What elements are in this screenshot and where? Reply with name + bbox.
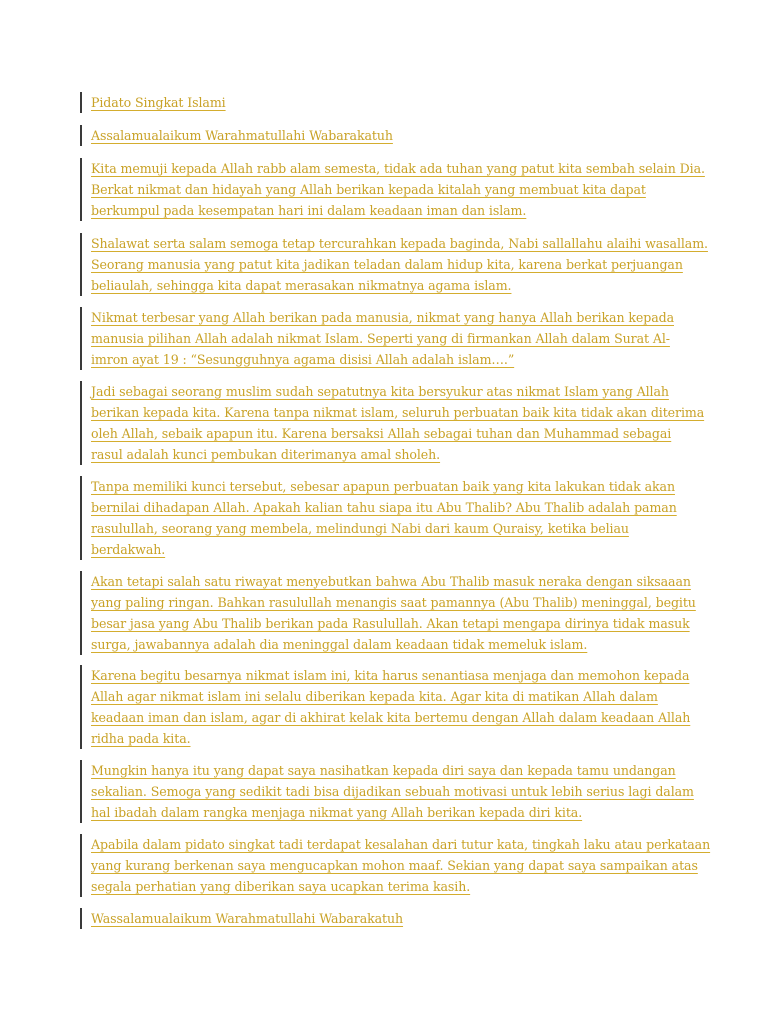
text-line[interactable]: Berkat nikmat dan hidayah yang Allah berikan kepada kitalah yang membuat kita dapat	[91, 182, 646, 197]
text-line[interactable]: Nikmat terbesar yang Allah berikan pada manusia, nikmat yang hanya Allah berikan kepada	[91, 310, 674, 325]
text-line[interactable]: sekalian. Semoga yang sedikit tadi bisa dijadikan sebuah motivasi untuk lebih serius lagi dalam	[91, 784, 694, 799]
text-line[interactable]: yang kurang berkenan saya mengucapkan mohon maaf. Sekian yang dapat saya sampaikan atas	[91, 858, 698, 873]
paragraph-6	[80, 571, 696, 655]
text-line[interactable]: rasulullah, seorang yang membela, melindungi Nabi dari kaum Quraisy, ketika beliau	[91, 521, 629, 536]
text-line[interactable]: ridha pada kita.	[91, 731, 191, 746]
text-line[interactable]: surga, jawabannya adalah dia meninggal dalam keadaan tidak memeluk islam.	[91, 637, 588, 652]
title-paragraph	[80, 92, 680, 113]
text-line[interactable]: berdakwah.	[91, 542, 166, 557]
text-line[interactable]: Akan tetapi salah satu riwayat menyebutkan bahwa Abu Thalib masuk neraka dengan siksaaan	[91, 574, 691, 589]
text-line[interactable]: Mungkin hanya itu yang dapat saya nasihatkan kepada diri saya dan kepada tamu undangan	[91, 763, 676, 778]
paragraph-9	[80, 834, 711, 897]
text-line[interactable]: berkumpul pada kesempatan hari ini dalam keadaan iman dan islam.	[91, 203, 527, 218]
text-line[interactable]: Tanpa memiliki kunci tersebut, sebesar apapun perbuatan baik yang kita lakukan tidak akan	[91, 479, 675, 494]
text-line[interactable]: oleh Allah, sebaik apapun itu. Karena bersaksi Allah sebagai tuhan dan Muhammad sebagai	[91, 426, 672, 441]
text-line[interactable]: rasul adalah kunci pembukan diterimanya amal sholeh.	[91, 447, 441, 462]
document-title[interactable]: Pidato Singkat Islami	[91, 95, 226, 110]
paragraph-1	[80, 158, 705, 221]
text-line[interactable]: Shalawat serta salam semoga tetap tercurahkan kepada baginda, Nabi sallallahu alaihi wasallam.	[91, 236, 708, 251]
closing-greeting-paragraph	[80, 908, 680, 929]
text-line[interactable]: Allah agar nikmat islam ini selalu diberikan kepada kita. Agar kita di matikan Allah dalam	[91, 689, 658, 704]
opening-greeting[interactable]: Assalamualaikum Warahmatullahi Wabarakatuh	[91, 128, 393, 143]
text-line[interactable]: beliaulah, sehingga kita dapat merasakan nikmatnya agama islam.	[91, 278, 512, 293]
text-line[interactable]: Kita memuji kepada Allah rabb alam semesta, tidak ada tuhan yang patut kita sembah selain Dia.	[91, 161, 705, 176]
paragraph-8	[80, 760, 694, 823]
text-line[interactable]: Seorang manusia yang patut kita jadikan teladan dalam hidup kita, karena berkat perjuangan	[91, 257, 683, 272]
text-line[interactable]: Jadi sebagai seorang muslim sudah sepatutnya kita bersyukur atas nikmat Islam yang Allah	[91, 384, 669, 399]
paragraph-7	[80, 665, 691, 749]
text-line[interactable]: manusia pilihan Allah adalah nikmat Islam. Seperti yang di firmankan Allah dalam Surat Al-	[91, 331, 670, 346]
paragraph-2	[80, 233, 708, 296]
paragraph-5	[80, 476, 680, 560]
text-line[interactable]: bernilai dihadapan Allah. Apakah kalian tahu siapa itu Abu Thalib? Abu Thalib adalah paman	[91, 500, 677, 515]
text-line[interactable]: imron ayat 19 : “Sesungguhnya agama disisi Allah adalah islam….”	[91, 352, 515, 367]
text-line[interactable]: yang paling ringan. Bahkan rasulullah menangis saat pamannya (Abu Thalib) meninggal, begitu	[91, 595, 696, 610]
text-line[interactable]: berikan kepada kita. Karena tanpa nikmat islam, seluruh perbuatan baik kita tidak akan diterima	[91, 405, 705, 420]
text-line[interactable]: hal ibadah dalam rangka menjaga nikmat yang Allah berikan kepada diri kita.	[91, 805, 583, 820]
paragraph-4	[80, 381, 705, 465]
text-line[interactable]: Karena begitu besarnya nikmat islam ini, kita harus senantiasa menjaga dan memohon kepada	[91, 668, 690, 683]
closing-greeting[interactable]: Wassalamualaikum Warahmatullahi Wabarakatuh	[91, 911, 404, 926]
text-line[interactable]: segala perhatian yang diberikan saya ucapkan terima kasih.	[91, 879, 471, 894]
text-line[interactable]: Apabila dalam pidato singkat tadi terdapat kesalahan dari tutur kata, tingkah laku atau perkataan	[91, 837, 711, 852]
text-line[interactable]: keadaan iman dan islam, agar di akhirat kelak kita bertemu dengan Allah dalam keadaan Allah	[91, 710, 691, 725]
paragraph-3	[80, 307, 680, 370]
text-line[interactable]: besar jasa yang Abu Thalib berikan pada Rasulullah. Akan tetapi mengapa dirinya tidak masuk	[91, 616, 690, 631]
opening-greeting-paragraph	[80, 125, 680, 146]
